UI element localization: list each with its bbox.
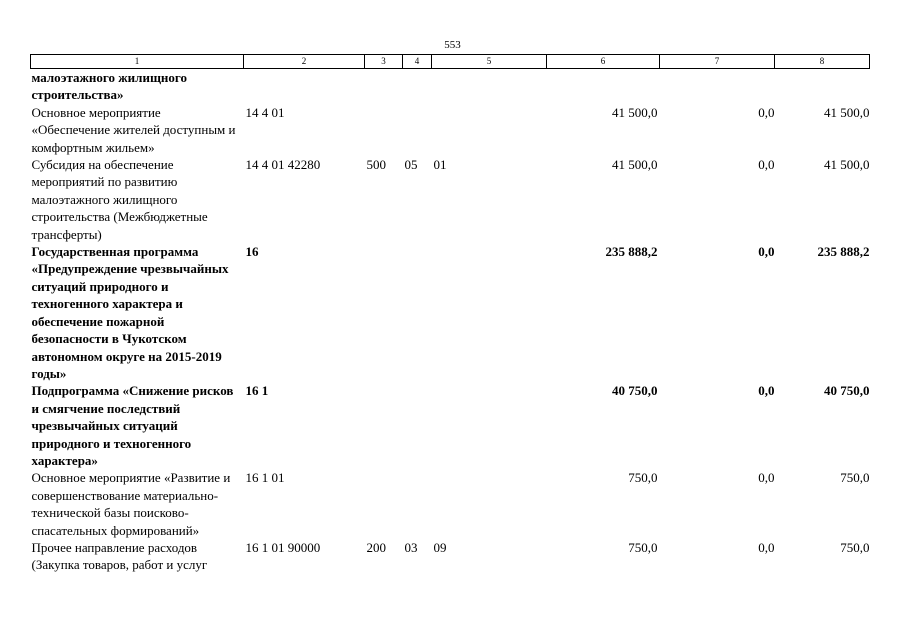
row-code-cell: 16 1 (245, 383, 269, 399)
row-code-cell: 14 4 01 42280 (245, 157, 321, 173)
row-section-cell: 05 (404, 157, 418, 173)
row-subsection-cell: 09 (433, 539, 447, 555)
row-total-cell: 235 888,2 (817, 244, 870, 260)
table-row (31, 243, 870, 382)
row-section-cell (403, 469, 432, 539)
row-section-cell (403, 243, 432, 382)
table-row (31, 382, 870, 469)
row-total-cell: 41 500,0 (824, 157, 870, 173)
row-change-cell: 0,0 (758, 104, 775, 120)
row-total-cell: 40 750,0 (824, 383, 870, 399)
row-change-cell: 0,0 (758, 539, 775, 555)
row-name-cell: Подпрограмма «Снижение рисков и смягчение последствий чрезвычайных ситуаций природного и техногенного характера» (31, 383, 234, 468)
row-section-cell: 03 (404, 539, 418, 555)
column-header: 8 (775, 55, 870, 69)
row-code-cell: 16 (245, 244, 259, 260)
row-code-cell: 14 4 01 (245, 104, 285, 120)
row-type-cell (365, 382, 403, 469)
column-header: 4 (403, 55, 432, 69)
row-code-cell: 16 1 01 (245, 470, 285, 486)
row-change-cell: 0,0 (758, 157, 775, 173)
row-amount-cell: 41 500,0 (612, 104, 658, 120)
table-row (31, 156, 870, 243)
row-subsection-cell: 01 (433, 157, 447, 173)
row-change-cell (660, 69, 775, 104)
row-name-cell: Прочее направление расходов (Закупка товаров, работ и услуг (31, 539, 208, 573)
column-header: 6 (547, 55, 660, 69)
row-name-cell: Субсидия на обеспечение мероприятий по развитию малоэтажного жилищного строительства (Межбюджетные трансферты) (31, 157, 208, 242)
budget-table (30, 54, 870, 574)
row-subsection-cell (432, 104, 547, 156)
row-name-cell: Государственная программа «Предупреждение чрезвычайных ситуаций природного и техногенного характера и обеспечение пожарной безопасности в Чукотском автономном округе на 2015-2019 годы» (31, 244, 229, 381)
column-header: 1 (31, 55, 244, 69)
row-amount-cell (547, 69, 660, 104)
row-amount-cell: 40 750,0 (612, 383, 658, 399)
row-type-cell (365, 104, 403, 156)
column-header: 7 (660, 55, 775, 69)
column-header: 2 (244, 55, 365, 69)
row-section-cell (403, 69, 432, 104)
row-type-cell (365, 469, 403, 539)
column-header: 5 (432, 55, 547, 69)
row-code-cell: 16 1 01 90000 (245, 539, 321, 555)
row-type-cell: 500 (366, 157, 386, 173)
row-subsection-cell (432, 243, 547, 382)
row-type-cell (365, 69, 403, 104)
page-number: 553 (444, 39, 461, 51)
row-amount-cell: 750,0 (628, 470, 658, 486)
row-type-cell: 200 (366, 539, 386, 555)
row-name-cell: Основное мероприятие «Развитие и совершенствование материально-технической базы поисково-спасательных формирований» (31, 470, 231, 538)
column-header: 3 (365, 55, 403, 69)
row-name-cell: малоэтажного жилищного строительства» (31, 70, 187, 103)
row-change-cell: 0,0 (758, 470, 775, 486)
row-amount-cell: 235 888,2 (605, 244, 658, 260)
row-subsection-cell (432, 69, 547, 104)
row-total-cell: 41 500,0 (824, 104, 870, 120)
row-section-cell (403, 104, 432, 156)
row-total-cell: 750,0 (840, 470, 870, 486)
row-code-cell (244, 69, 365, 104)
table-row (31, 469, 870, 539)
row-change-cell: 0,0 (758, 244, 775, 260)
table-row (31, 69, 870, 104)
row-total-cell: 750,0 (840, 539, 870, 555)
row-amount-cell: 750,0 (628, 539, 658, 555)
row-name-cell: Основное мероприятие «Обеспечение жителей доступным и комфортным жильем» (31, 104, 236, 155)
row-change-cell: 0,0 (758, 383, 775, 399)
table-row (31, 539, 870, 574)
row-subsection-cell (432, 382, 547, 469)
row-total-cell (775, 69, 870, 104)
row-amount-cell: 41 500,0 (612, 157, 658, 173)
table-row (31, 104, 870, 156)
row-subsection-cell (432, 469, 547, 539)
row-type-cell (365, 243, 403, 382)
row-section-cell (403, 382, 432, 469)
header-row (31, 55, 870, 69)
